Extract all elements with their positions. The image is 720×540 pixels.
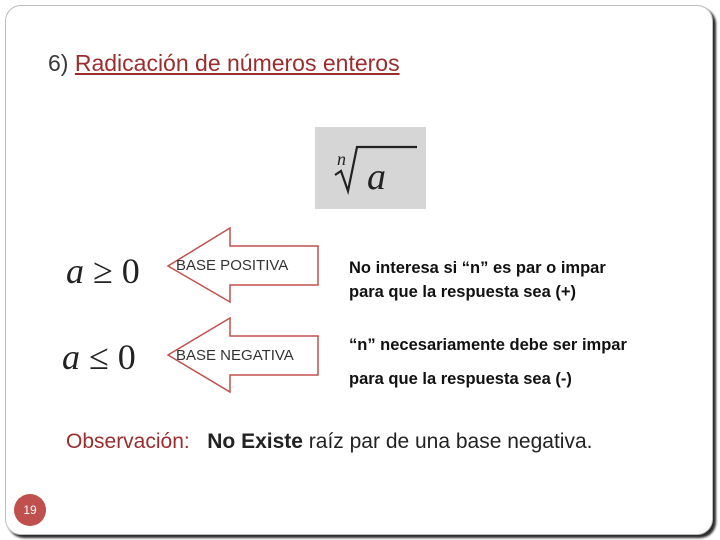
note-line: No interesa si “n” es par o impar — [349, 259, 606, 277]
arrow-label-negativa: BASE NEGATIVA — [176, 347, 294, 364]
arrow-label-positiva: BASE POSITIVA — [176, 257, 289, 274]
ineq-value: 0 — [117, 337, 136, 377]
radical-index: n — [337, 149, 346, 169]
ineq-symbol: ≥ — [93, 251, 113, 291]
page-number-badge: 19 — [14, 494, 46, 526]
note-line: “n” necesariamente debe ser impar — [349, 336, 627, 354]
arrow-base-negativa — [168, 318, 318, 392]
note-line: para que la respuesta sea (-) — [349, 370, 572, 388]
inequality-negative — [62, 336, 136, 378]
observation-text: raíz par de una base negativa. — [302, 430, 593, 453]
title-number: 6) — [48, 50, 69, 76]
inequality-positive — [66, 250, 140, 292]
ineq-value: 0 — [121, 251, 140, 291]
note-line: para que la respuesta sea (+) — [349, 283, 576, 301]
observation — [66, 430, 592, 454]
title-text: Radicación de números enteros — [74, 50, 400, 76]
observation-label: Observación: — [66, 430, 190, 453]
ineq-symbol: ≤ — [89, 337, 109, 377]
note-negative — [349, 333, 627, 391]
observation-bold: No Existe — [207, 430, 303, 453]
radicand: a — [367, 156, 386, 198]
note-positive — [349, 256, 606, 304]
arrow-base-positiva — [168, 228, 318, 302]
ineq-variable: a — [66, 251, 84, 291]
ineq-variable: a — [62, 337, 80, 377]
